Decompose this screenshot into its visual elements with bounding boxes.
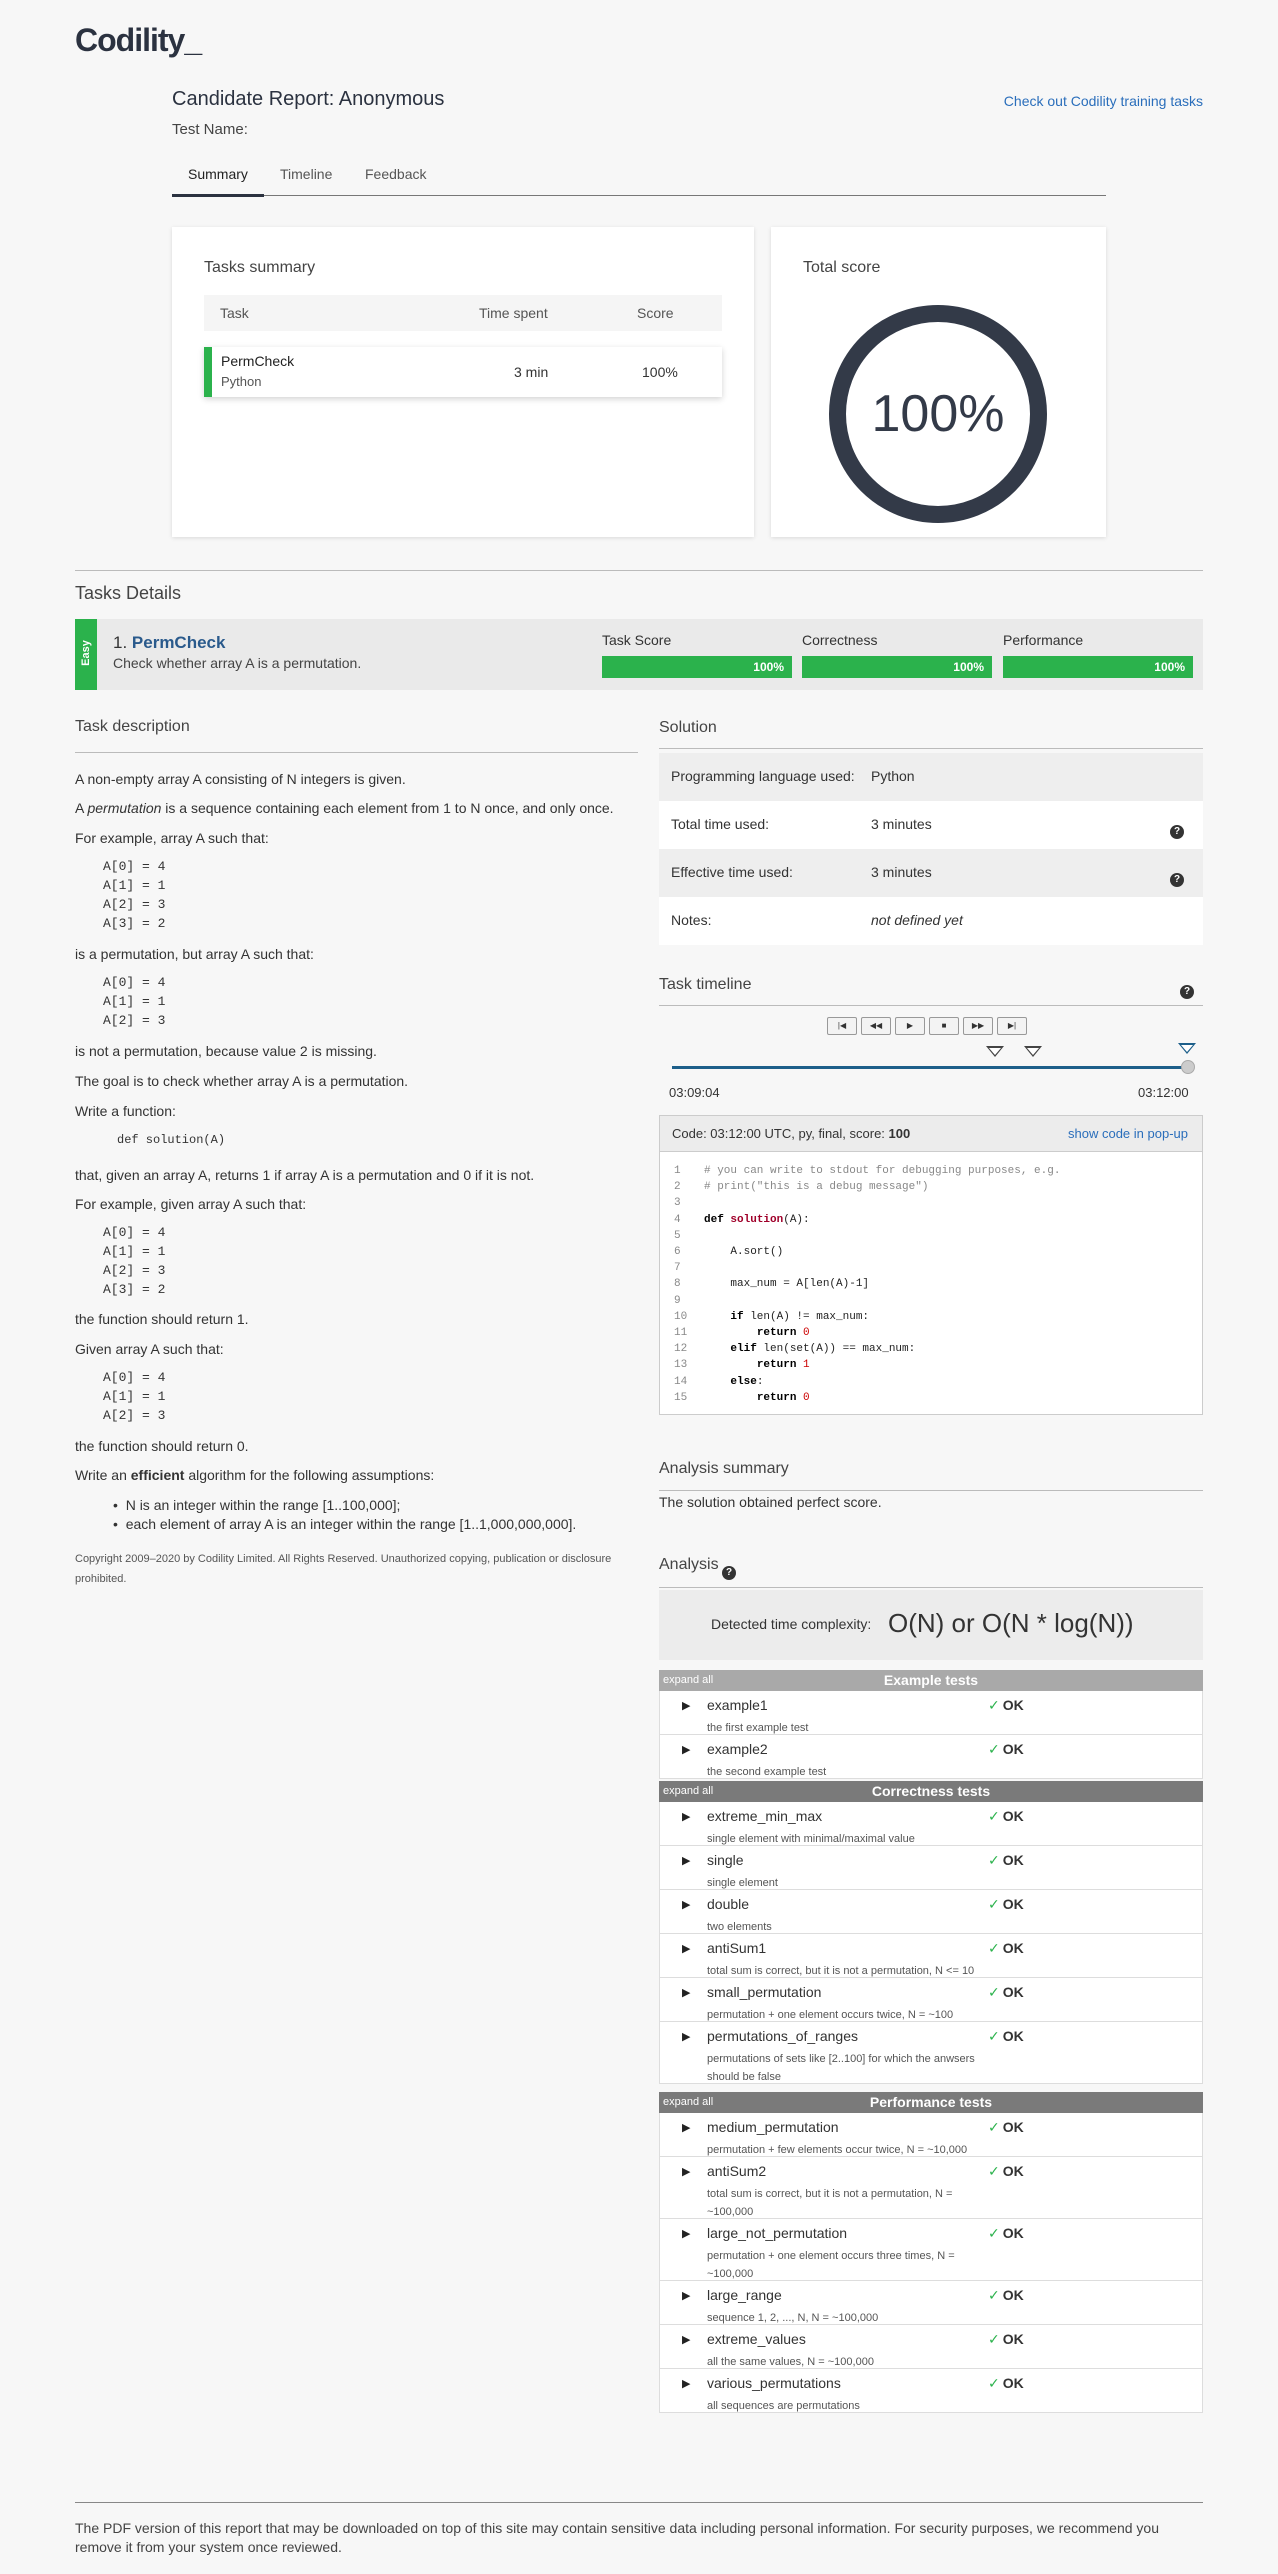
total-score-ring — [829, 305, 1047, 523]
expand-all-link[interactable]: expand all — [663, 2096, 714, 2108]
test-group-header — [659, 1781, 1203, 1802]
solution-total-time-row: Total time used: 3 minutes ? — [659, 801, 1203, 849]
divider — [659, 1005, 1203, 1006]
task-row-permcheck[interactable] — [204, 347, 722, 397]
complexity-label: Detected time complexity: — [711, 1616, 872, 1632]
code-line: def solution(A): — [704, 1213, 810, 1226]
example-4-line: A[2] = 3 — [103, 1408, 166, 1423]
expand-all-link[interactable]: expand all — [663, 1785, 714, 1797]
test-result: ✓ OK — [988, 1984, 1024, 2000]
example-1-line: A[3] = 2 — [103, 916, 166, 931]
test-description: permutation + few elements occur twice, N = ~10,000 — [707, 2144, 968, 2156]
task-language: Python — [221, 374, 262, 389]
test-name: large_not_permutation — [707, 2225, 848, 2241]
analysis-summary-title: Analysis summary — [659, 1460, 789, 1477]
assumption-bullet: • N is an integer within the range [1..100,000]; — [113, 1497, 401, 1513]
check-icon: ✓ — [988, 1741, 1000, 1757]
timeline-progress — [672, 1066, 1188, 1069]
training-tasks-link[interactable]: Check out Codility training tasks — [1003, 93, 1203, 109]
performance-label: Performance — [1003, 632, 1084, 648]
code-info: Code: 03:12:00 UTC, py, final, score: 100 — [672, 1126, 911, 1141]
complexity-value: O(N) or O(N * log(N)) — [888, 1608, 1134, 1638]
example-1-line: A[0] = 4 — [103, 859, 166, 874]
example-4-line: A[0] = 4 — [103, 1370, 166, 1385]
test-name: example2 — [707, 1741, 768, 1757]
check-icon: ✓ — [988, 1984, 1000, 2000]
correctness-label: Correctness — [802, 632, 878, 648]
timeline-start-time: 03:09:04 — [669, 1085, 720, 1100]
desc-p2: A permutation is a sequence containing each element from 1 to N once, and only once. — [75, 800, 614, 816]
test-result: ✓ OK — [988, 1896, 1024, 1912]
expand-arrow-icon[interactable]: ▶ — [682, 2122, 691, 2134]
desc-p13: Write an efficient algorithm for the following assumptions: — [75, 1467, 435, 1483]
test-name: medium_permutation — [707, 2119, 839, 2135]
task-time: 3 min — [514, 364, 549, 380]
code-line: # you can write to stdout for debugging purposes, e.g. — [704, 1165, 1061, 1177]
report-tabs — [172, 158, 1106, 196]
code-line-number: 11 — [674, 1327, 688, 1339]
analysis-summary-text: The solution obtained perfect score. — [659, 1494, 882, 1510]
footer-notice-line: remove it from your system once reviewed. — [75, 2539, 342, 2555]
desc-p4: is a permutation, but array A such that: — [75, 946, 314, 962]
test-description: single element — [707, 1877, 778, 1889]
code-line-number: 5 — [674, 1229, 681, 1242]
timeline-next-button[interactable]: ▶▶ — [963, 1017, 993, 1035]
test-name: various_permutations — [707, 2375, 841, 2391]
total-score-title: Total score — [803, 259, 881, 276]
timeline-end-time: 03:12:00 — [1138, 1085, 1189, 1100]
code-line-number: 10 — [674, 1310, 688, 1323]
help-icon[interactable]: ? — [1180, 985, 1194, 999]
col-task: Task — [220, 305, 249, 321]
test-group-name: Performance tests — [869, 2094, 993, 2110]
code-line-number: 4 — [674, 1213, 681, 1226]
test-name: example1 — [707, 1697, 768, 1713]
example-3-line: A[0] = 4 — [103, 1225, 166, 1240]
divider — [75, 570, 1203, 571]
test-group-header — [659, 2092, 1203, 2113]
divider — [75, 752, 638, 753]
test-row[interactable] — [659, 1802, 1203, 1846]
test-result: ✓ OK — [988, 2331, 1024, 2347]
test-description: two elements — [707, 1921, 772, 1933]
task-score-bar: 100% — [602, 656, 792, 678]
desc-p1: A non-empty array A consisting of N integers is given. — [75, 771, 406, 787]
test-result: ✓ OK — [988, 1808, 1024, 1824]
check-icon: ✓ — [988, 1852, 1000, 1868]
code-line-number: 6 — [674, 1246, 681, 1258]
desc-p11: Given array A such that: — [75, 1341, 224, 1357]
divider — [659, 1490, 1203, 1491]
tasks-details-title: Tasks Details — [75, 583, 182, 603]
timeline-stop-button[interactable]: ■ — [929, 1017, 959, 1035]
code-line: return 0 — [756, 1391, 810, 1404]
test-name: double — [707, 1896, 750, 1912]
test-name: extreme_min_max — [707, 1808, 823, 1824]
expand-arrow-icon[interactable]: ▶ — [682, 1744, 691, 1756]
timeline-handle[interactable] — [1181, 1060, 1195, 1074]
check-icon: ✓ — [988, 2375, 1000, 2391]
performance-bar: 100% — [1003, 656, 1193, 678]
test-description: permutations of sets like [2..100] for which the anwsers should be false — [707, 2053, 975, 2083]
test-row[interactable] — [659, 1890, 1203, 1934]
help-icon[interactable]: ? — [722, 1566, 736, 1580]
desc-p7: Write a function: — [75, 1103, 176, 1119]
timeline-last-button[interactable]: ▶| — [997, 1017, 1027, 1035]
test-result: ✓ OK — [988, 2119, 1024, 2135]
desc-p8: that, given an array A, returns 1 if array A is a permutation and 0 if it is not. — [75, 1167, 535, 1183]
check-icon: ✓ — [988, 2119, 1000, 2135]
test-result: ✓ OK — [988, 1741, 1024, 1757]
tasks-summary-title: Tasks summary — [204, 259, 316, 276]
check-icon: ✓ — [988, 1896, 1000, 1912]
check-icon: ✓ — [988, 2028, 1000, 2044]
test-row[interactable] — [659, 1846, 1203, 1890]
test-result: ✓ OK — [988, 2375, 1024, 2391]
test-group-name: Example tests — [883, 1672, 979, 1688]
task-score: 100% — [642, 364, 678, 380]
difficulty-badge: Easy — [75, 619, 97, 690]
solution-notes-row: Notes: not defined yet — [659, 897, 1203, 945]
expand-arrow-icon[interactable]: ▶ — [682, 2378, 691, 2390]
tasks-summary-card — [172, 227, 754, 537]
expand-arrow-icon[interactable]: ▶ — [682, 1855, 691, 1867]
task-score-label: Task Score — [602, 632, 672, 648]
example-2-line: A[2] = 3 — [103, 1013, 166, 1028]
show-code-popup-link[interactable]: show code in pop-up — [1068, 1126, 1188, 1141]
code-line-number: 15 — [674, 1391, 688, 1404]
task-subtitle: Check whether array A is a permutation. — [113, 655, 362, 671]
expand-arrow-icon[interactable]: ▶ — [682, 1987, 691, 1999]
copyright-line: Copyright 2009–2020 by Codility Limited. All Rights Reserved. Unauthorized copying, publication or disclosure — [75, 1553, 612, 1565]
code-viewer — [659, 1115, 1203, 1415]
col-time-spent: Time spent — [479, 305, 548, 321]
desc-p5: is not a permutation, because value 2 is missing. — [75, 1043, 377, 1059]
expand-arrow-icon[interactable]: ▶ — [682, 2334, 691, 2346]
timeline-track[interactable] — [672, 1066, 1188, 1069]
desc-p12: the function should return 0. — [75, 1438, 249, 1454]
solution-effective-time-row: Effective time used: 3 minutes ? — [659, 849, 1203, 897]
tab-summary[interactable]: Summary — [188, 166, 248, 182]
complexity-box — [659, 1590, 1203, 1660]
test-result: ✓ OK — [988, 1940, 1024, 1956]
divider — [659, 748, 1203, 749]
code-line: return 1 — [756, 1359, 810, 1372]
expand-arrow-icon[interactable]: ▶ — [682, 1700, 691, 1712]
test-description: all sequences are permutations — [707, 2400, 860, 2412]
expand-arrow-icon[interactable]: ▶ — [682, 2228, 691, 2240]
code-line-number: 2 — [674, 1181, 681, 1194]
total-score-card — [771, 227, 1106, 537]
tab-feedback[interactable]: Feedback — [365, 166, 427, 182]
check-icon: ✓ — [988, 1940, 1000, 1956]
code-line-number: 1 — [674, 1165, 681, 1177]
timeline-play-button[interactable]: ▶ — [895, 1017, 925, 1035]
example-3-line: A[1] = 1 — [103, 1244, 166, 1259]
expand-arrow-icon[interactable]: ▶ — [682, 2290, 691, 2302]
expand-all-link[interactable]: expand all — [663, 1674, 714, 1686]
desc-p10: the function should return 1. — [75, 1311, 249, 1327]
task-banner — [75, 619, 1203, 690]
test-description: permutation + one element occurs twice, N = ~100 — [707, 2009, 954, 2021]
divider — [659, 1587, 1203, 1588]
test-result: ✓ OK — [988, 1697, 1024, 1713]
timeline-first-button[interactable]: |◀ — [827, 1017, 857, 1035]
code-line: # print("this is a debug message") — [704, 1181, 929, 1194]
expand-arrow-icon[interactable]: ▶ — [682, 2166, 691, 2178]
expand-arrow-icon[interactable]: ▶ — [682, 1943, 691, 1955]
test-row[interactable] — [659, 1691, 1203, 1735]
test-row[interactable] — [659, 2022, 1203, 2084]
test-description: the second example test — [707, 1766, 827, 1778]
example-3-line: A[2] = 3 — [103, 1263, 166, 1278]
example-3-line: A[3] = 2 — [103, 1282, 166, 1297]
function-signature: def solution(A) — [117, 1133, 226, 1147]
task-description-title: Task description — [75, 718, 190, 735]
test-group-header — [659, 1670, 1203, 1691]
test-name: antiSum2 — [707, 2163, 767, 2179]
code-line-number: 12 — [674, 1343, 688, 1356]
test-result: ✓ OK — [988, 2163, 1024, 2179]
timeline-current-marker-icon[interactable] — [1178, 1043, 1196, 1054]
analysis-title: Analysis — [659, 1556, 719, 1573]
test-row[interactable] — [659, 1934, 1203, 1978]
check-icon: ✓ — [988, 1697, 1000, 1713]
test-row[interactable] — [659, 2157, 1203, 2219]
check-icon: ✓ — [988, 2331, 1000, 2347]
correctness-bar: 100% — [802, 656, 992, 678]
test-row[interactable] — [659, 2281, 1203, 2325]
code-line: max_num = A[len(A)-1] — [704, 1278, 870, 1291]
test-row[interactable] — [659, 2325, 1203, 2369]
test-name: large_range — [707, 2287, 782, 2303]
test-result: ✓ OK — [988, 2028, 1024, 2044]
check-icon: ✓ — [988, 2163, 1000, 2179]
solution-language-row: Programming language used: Python — [659, 753, 1203, 801]
code-line-number: 13 — [674, 1359, 688, 1372]
test-group-name: Correctness tests — [871, 1783, 991, 1799]
test-name: permutations_of_ranges — [707, 2028, 858, 2044]
check-icon: ✓ — [988, 1808, 1000, 1824]
expand-arrow-icon[interactable]: ▶ — [682, 2031, 691, 2043]
timeline-prev-button[interactable]: ◀◀ — [861, 1017, 891, 1035]
test-description: the first example test — [707, 1722, 809, 1734]
timeline-marker-icon[interactable] — [986, 1046, 1004, 1057]
test-result: ✓ OK — [988, 1852, 1024, 1868]
code-line: return 0 — [756, 1327, 810, 1339]
task-title-link[interactable]: 1. PermCheck — [113, 633, 226, 652]
code-line: if len(A) != max_num: — [730, 1310, 870, 1323]
codility-logo: Codility_ — [75, 22, 202, 58]
code-line-number: 14 — [674, 1375, 688, 1388]
copyright-line: prohibited. — [75, 1573, 127, 1585]
task-status-bar — [204, 347, 212, 397]
footer-notice-line: The PDF version of this report that may be downloaded on top of this site may contain sensitive data including personal information. For security purposes, we recommend you — [75, 2520, 1159, 2536]
help-icon[interactable]: ? — [1170, 825, 1184, 839]
check-icon: ✓ — [988, 2287, 1000, 2303]
test-description: all the same values, N = ~100,000 — [707, 2356, 874, 2368]
timeline-marker-icon[interactable] — [1024, 1046, 1042, 1057]
active-tab-indicator — [172, 194, 264, 197]
code-line-number: 9 — [674, 1294, 681, 1307]
example-2-line: A[0] = 4 — [103, 975, 166, 990]
example-1-line: A[2] = 3 — [103, 897, 166, 912]
test-name: antiSum1 — [707, 1940, 767, 1956]
test-row[interactable] — [659, 2113, 1203, 2157]
test-name: single — [707, 1852, 744, 1868]
example-1-line: A[1] = 1 — [103, 878, 166, 893]
test-row[interactable] — [659, 2219, 1203, 2281]
test-name: extreme_values — [707, 2331, 806, 2347]
solution-title: Solution — [659, 719, 717, 736]
test-row[interactable] — [659, 2369, 1203, 2413]
desc-p9: For example, given array A such that: — [75, 1196, 307, 1212]
code-line-number: 7 — [674, 1262, 681, 1275]
code-line: A.sort() — [704, 1246, 784, 1258]
code-line: elif len(set(A)) == max_num: — [730, 1343, 916, 1356]
test-row[interactable] — [659, 1978, 1203, 2022]
tasks-summary-header — [204, 295, 722, 331]
test-result: ✓ OK — [988, 2287, 1024, 2303]
desc-p3: For example, array A such that: — [75, 830, 269, 846]
tab-timeline[interactable]: Timeline — [280, 166, 333, 182]
expand-arrow-icon[interactable]: ▶ — [682, 1811, 691, 1823]
expand-arrow-icon[interactable]: ▶ — [682, 1899, 691, 1911]
assumption-bullet: • each element of array A is an integer within the range [1..1,000,000,000]. — [113, 1516, 577, 1532]
test-name-label: Test Name: — [172, 121, 248, 138]
total-score-value: 100% — [871, 385, 1005, 443]
help-icon[interactable]: ? — [1170, 873, 1184, 887]
task-name: PermCheck — [221, 353, 295, 369]
test-row[interactable] — [659, 1735, 1203, 1779]
test-description: single element with minimal/maximal value — [707, 1833, 915, 1845]
desc-p6: The goal is to check whether array A is a permutation. — [75, 1073, 409, 1089]
test-description: total sum is correct, but it is not a permutation, N = ~100,000 — [707, 2188, 953, 2218]
test-description: permutation + one element occurs three times, N = ~100,000 — [707, 2250, 955, 2280]
code-line-number: 8 — [674, 1278, 681, 1291]
test-description: sequence 1, 2, ..., N, N = ~100,000 — [707, 2312, 879, 2324]
test-name: small_permutation — [707, 1984, 822, 2000]
check-icon: ✓ — [988, 2225, 1000, 2241]
test-description: total sum is correct, but it is not a permutation, N <= 10 — [707, 1965, 975, 1977]
code-line: else: — [730, 1375, 764, 1388]
example-2-line: A[1] = 1 — [103, 994, 166, 1009]
code-line-number: 3 — [674, 1197, 681, 1210]
code-header — [660, 1116, 1202, 1152]
test-result: ✓ OK — [988, 2225, 1024, 2241]
report-title: Candidate Report: Anonymous — [172, 88, 445, 110]
example-4-line: A[1] = 1 — [103, 1389, 166, 1404]
task-timeline-title: Task timeline — [659, 976, 752, 993]
divider — [75, 2502, 1203, 2503]
col-score: Score — [637, 305, 674, 321]
